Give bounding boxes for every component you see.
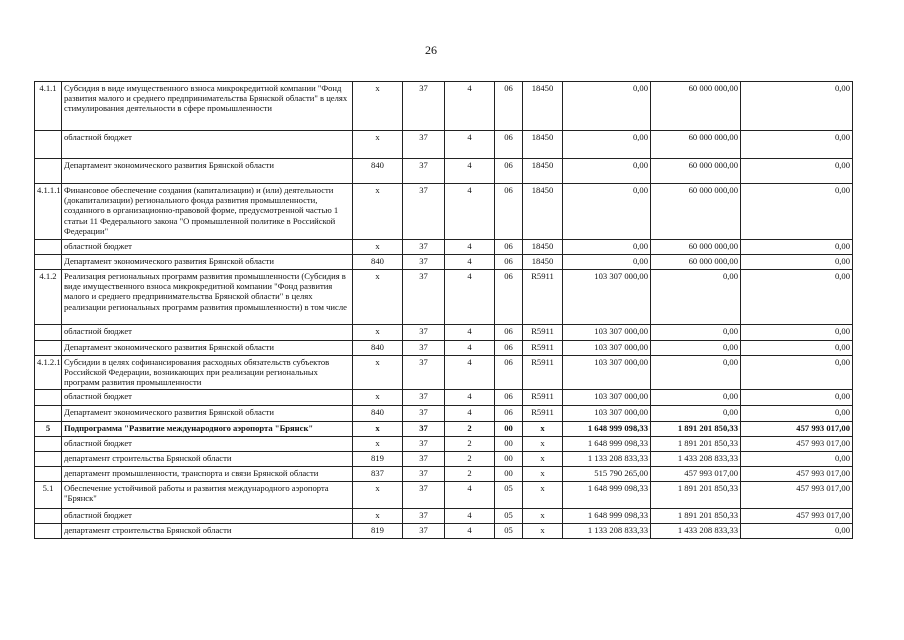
table-row — [35, 466, 853, 481]
row-number-cell: 4.1.1.1 — [35, 184, 62, 240]
code-cell-3: 4 — [445, 270, 495, 325]
code-cell-4: 00 — [495, 466, 523, 481]
table-row — [35, 255, 853, 270]
amount-cell-3: 0,00 — [741, 255, 853, 270]
budget-table — [34, 81, 853, 539]
code-cell-1: x — [353, 481, 403, 508]
code-cell-2: 37 — [403, 451, 445, 466]
code-cell-2: 37 — [403, 466, 445, 481]
amount-cell-3: 457 993 017,00 — [741, 481, 853, 508]
amount-cell-3: 0,00 — [741, 405, 853, 421]
code-cell-5: 18450 — [523, 255, 563, 270]
code-cell-2: 37 — [403, 131, 445, 159]
amount-cell-1: 1 133 208 833,33 — [563, 523, 651, 538]
code-cell-4: 06 — [495, 255, 523, 270]
code-cell-3: 4 — [445, 159, 495, 184]
code-cell-3: 4 — [445, 240, 495, 255]
table-row — [35, 481, 853, 508]
code-cell-1: x — [353, 82, 403, 131]
amount-cell-2: 0,00 — [651, 270, 741, 325]
code-cell-3: 4 — [445, 523, 495, 538]
code-cell-4: 06 — [495, 356, 523, 390]
table-row — [35, 131, 853, 159]
code-cell-3: 4 — [445, 255, 495, 270]
row-number-cell — [35, 389, 62, 405]
amount-cell-1: 103 307 000,00 — [563, 325, 651, 341]
amount-cell-1: 1 648 999 098,33 — [563, 508, 651, 523]
amount-cell-3: 457 993 017,00 — [741, 421, 853, 436]
amount-cell-2: 60 000 000,00 — [651, 159, 741, 184]
row-number-cell — [35, 523, 62, 538]
code-cell-1: x — [353, 508, 403, 523]
code-cell-2: 37 — [403, 523, 445, 538]
table-row — [35, 270, 853, 325]
row-number-cell — [35, 255, 62, 270]
description-cell: Финансовое обеспечение создания (капитализации) и (или) деятельности (докапитализации) регионального фонда развития промышленности, созданного в организационно-правовой форме, предусмотренной частью 1 статьи 11 Федерального закона "О промышленной политике в Российской Федерации" — [62, 184, 353, 240]
row-number-cell — [35, 159, 62, 184]
amount-cell-3: 0,00 — [741, 523, 853, 538]
amount-cell-1: 103 307 000,00 — [563, 389, 651, 405]
row-number-cell — [35, 436, 62, 451]
code-cell-4: 06 — [495, 159, 523, 184]
description-cell: областной бюджет — [62, 325, 353, 341]
amount-cell-2: 0,00 — [651, 405, 741, 421]
code-cell-5: x — [523, 421, 563, 436]
amount-cell-1: 515 790 265,00 — [563, 466, 651, 481]
code-cell-2: 37 — [403, 481, 445, 508]
amount-cell-3: 457 993 017,00 — [741, 436, 853, 451]
code-cell-5: R5911 — [523, 405, 563, 421]
code-cell-5: x — [523, 481, 563, 508]
code-cell-5: R5911 — [523, 389, 563, 405]
row-number-cell — [35, 508, 62, 523]
code-cell-3: 4 — [445, 481, 495, 508]
code-cell-1: 840 — [353, 159, 403, 184]
description-cell: областной бюджет — [62, 240, 353, 255]
code-cell-2: 37 — [403, 325, 445, 341]
code-cell-1: x — [353, 240, 403, 255]
code-cell-2: 37 — [403, 341, 445, 356]
amount-cell-1: 0,00 — [563, 82, 651, 131]
row-number-cell: 4.1.2 — [35, 270, 62, 325]
amount-cell-2: 1 891 201 850,33 — [651, 421, 741, 436]
code-cell-1: 819 — [353, 451, 403, 466]
code-cell-3: 2 — [445, 466, 495, 481]
code-cell-4: 00 — [495, 451, 523, 466]
code-cell-5: R5911 — [523, 270, 563, 325]
row-number-cell — [35, 325, 62, 341]
row-number-cell — [35, 341, 62, 356]
description-cell: областной бюджет — [62, 436, 353, 451]
code-cell-5: 18450 — [523, 131, 563, 159]
code-cell-1: x — [353, 270, 403, 325]
code-cell-1: x — [353, 184, 403, 240]
code-cell-5: 18450 — [523, 159, 563, 184]
table-row — [35, 436, 853, 451]
amount-cell-1: 103 307 000,00 — [563, 341, 651, 356]
table-row — [35, 451, 853, 466]
row-number-cell: 5.1 — [35, 481, 62, 508]
amount-cell-3: 0,00 — [741, 389, 853, 405]
amount-cell-3: 0,00 — [741, 82, 853, 131]
row-number-cell: 4.1.2.1 — [35, 356, 62, 390]
description-cell: департамент строительства Брянской области — [62, 451, 353, 466]
amount-cell-1: 103 307 000,00 — [563, 270, 651, 325]
table-row — [35, 184, 853, 240]
amount-cell-2: 60 000 000,00 — [651, 82, 741, 131]
code-cell-5: R5911 — [523, 341, 563, 356]
amount-cell-2: 1 891 201 850,33 — [651, 436, 741, 451]
amount-cell-2: 0,00 — [651, 356, 741, 390]
table-row — [35, 325, 853, 341]
code-cell-2: 37 — [403, 255, 445, 270]
row-number-cell — [35, 240, 62, 255]
amount-cell-2: 60 000 000,00 — [651, 184, 741, 240]
code-cell-5: x — [523, 508, 563, 523]
code-cell-4: 05 — [495, 481, 523, 508]
table-row — [35, 421, 853, 436]
amount-cell-3: 0,00 — [741, 270, 853, 325]
code-cell-2: 37 — [403, 159, 445, 184]
code-cell-3: 4 — [445, 508, 495, 523]
code-cell-3: 2 — [445, 451, 495, 466]
code-cell-4: 06 — [495, 270, 523, 325]
code-cell-1: x — [353, 325, 403, 341]
code-cell-5: 18450 — [523, 184, 563, 240]
description-cell: областной бюджет — [62, 389, 353, 405]
amount-cell-1: 1 133 208 833,33 — [563, 451, 651, 466]
description-cell: департамент строительства Брянской области — [62, 523, 353, 538]
code-cell-2: 37 — [403, 270, 445, 325]
code-cell-1: 840 — [353, 255, 403, 270]
table-row — [35, 389, 853, 405]
amount-cell-2: 0,00 — [651, 341, 741, 356]
amount-cell-2: 60 000 000,00 — [651, 240, 741, 255]
amount-cell-1: 1 648 999 098,33 — [563, 421, 651, 436]
amount-cell-3: 0,00 — [741, 240, 853, 255]
amount-cell-1: 103 307 000,00 — [563, 356, 651, 390]
amount-cell-2: 1 891 201 850,33 — [651, 508, 741, 523]
code-cell-4: 06 — [495, 131, 523, 159]
row-number-cell — [35, 451, 62, 466]
code-cell-1: x — [353, 421, 403, 436]
code-cell-1: x — [353, 356, 403, 390]
code-cell-3: 4 — [445, 389, 495, 405]
table-row — [35, 82, 853, 131]
table-row — [35, 405, 853, 421]
row-number-cell — [35, 466, 62, 481]
code-cell-3: 4 — [445, 405, 495, 421]
amount-cell-1: 0,00 — [563, 159, 651, 184]
code-cell-2: 37 — [403, 184, 445, 240]
code-cell-5: R5911 — [523, 325, 563, 341]
amount-cell-3: 457 993 017,00 — [741, 466, 853, 481]
description-cell: Департамент экономического развития Брянской области — [62, 405, 353, 421]
code-cell-3: 4 — [445, 341, 495, 356]
code-cell-5: 18450 — [523, 82, 563, 131]
amount-cell-3: 0,00 — [741, 451, 853, 466]
amount-cell-3: 0,00 — [741, 356, 853, 390]
code-cell-5: x — [523, 466, 563, 481]
amount-cell-3: 0,00 — [741, 159, 853, 184]
amount-cell-2: 0,00 — [651, 325, 741, 341]
amount-cell-2: 60 000 000,00 — [651, 255, 741, 270]
code-cell-5: x — [523, 436, 563, 451]
description-cell: Департамент экономического развития Брянской области — [62, 341, 353, 356]
row-number-cell: 4.1.1 — [35, 82, 62, 131]
code-cell-2: 37 — [403, 82, 445, 131]
code-cell-4: 06 — [495, 325, 523, 341]
code-cell-4: 06 — [495, 184, 523, 240]
description-cell: Подпрограмма "Развитие международного аэропорта "Брянск" — [62, 421, 353, 436]
amount-cell-3: 0,00 — [741, 325, 853, 341]
code-cell-2: 37 — [403, 508, 445, 523]
row-number-cell — [35, 405, 62, 421]
amount-cell-2: 1 433 208 833,33 — [651, 451, 741, 466]
code-cell-3: 4 — [445, 325, 495, 341]
amount-cell-1: 1 648 999 098,33 — [563, 481, 651, 508]
code-cell-3: 2 — [445, 436, 495, 451]
code-cell-3: 4 — [445, 184, 495, 240]
code-cell-5: 18450 — [523, 240, 563, 255]
table-row — [35, 159, 853, 184]
table-row — [35, 341, 853, 356]
code-cell-4: 06 — [495, 341, 523, 356]
code-cell-5: x — [523, 523, 563, 538]
description-cell: областной бюджет — [62, 131, 353, 159]
code-cell-2: 37 — [403, 389, 445, 405]
page-number: 26 — [425, 43, 437, 57]
code-cell-4: 06 — [495, 240, 523, 255]
table-row — [35, 523, 853, 538]
code-cell-4: 06 — [495, 405, 523, 421]
amount-cell-1: 0,00 — [563, 184, 651, 240]
code-cell-4: 06 — [495, 82, 523, 131]
code-cell-1: 819 — [353, 523, 403, 538]
code-cell-1: x — [353, 436, 403, 451]
code-cell-4: 06 — [495, 389, 523, 405]
amount-cell-3: 457 993 017,00 — [741, 508, 853, 523]
code-cell-2: 37 — [403, 421, 445, 436]
amount-cell-1: 1 648 999 098,33 — [563, 436, 651, 451]
code-cell-1: x — [353, 131, 403, 159]
code-cell-2: 37 — [403, 356, 445, 390]
code-cell-1: 840 — [353, 341, 403, 356]
amount-cell-3: 0,00 — [741, 341, 853, 356]
amount-cell-1: 0,00 — [563, 255, 651, 270]
description-cell: Субсидии в целях софинансирования расходных обязательств субъектов Российской Федерации, возникающих при реализации региональных программ развития промышленности — [62, 356, 353, 390]
code-cell-3: 4 — [445, 356, 495, 390]
table-row — [35, 508, 853, 523]
code-cell-4: 05 — [495, 523, 523, 538]
code-cell-3: 4 — [445, 131, 495, 159]
amount-cell-2: 1 433 208 833,33 — [651, 523, 741, 538]
code-cell-4: 05 — [495, 508, 523, 523]
description-cell: областной бюджет — [62, 508, 353, 523]
amount-cell-3: 0,00 — [741, 184, 853, 240]
description-cell: Субсидия в виде имущественного взноса микрокредитной компании "Фонд развития малого и среднего предпринимательства Брянской области" в целях стимулирования деятельности в сфере промышленности — [62, 82, 353, 131]
code-cell-2: 37 — [403, 240, 445, 255]
code-cell-1: 840 — [353, 405, 403, 421]
description-cell: Департамент экономического развития Брянской области — [62, 255, 353, 270]
code-cell-4: 00 — [495, 436, 523, 451]
table-row — [35, 356, 853, 390]
row-number-cell: 5 — [35, 421, 62, 436]
code-cell-3: 4 — [445, 82, 495, 131]
description-cell: Департамент экономического развития Брянской области — [62, 159, 353, 184]
amount-cell-2: 1 891 201 850,33 — [651, 481, 741, 508]
amount-cell-2: 0,00 — [651, 389, 741, 405]
amount-cell-1: 0,00 — [563, 240, 651, 255]
amount-cell-3: 0,00 — [741, 131, 853, 159]
description-cell: департамент промышленности, транспорта и связи Брянской области — [62, 466, 353, 481]
description-cell: Обеспечение устойчивой работы и развития международного аэропорта "Брянск" — [62, 481, 353, 508]
description-cell: Реализация региональных программ развития промышленности (Субсидия в виде имущественного взноса микрокредитной компании "Фонд развития малого и среднего предпринимательства Брянской области" в целях реализации региональных программ развития промышленности) в том числе — [62, 270, 353, 325]
code-cell-5: x — [523, 451, 563, 466]
amount-cell-2: 457 993 017,00 — [651, 466, 741, 481]
code-cell-4: 00 — [495, 421, 523, 436]
amount-cell-2: 60 000 000,00 — [651, 131, 741, 159]
code-cell-5: R5911 — [523, 356, 563, 390]
table-row — [35, 240, 853, 255]
code-cell-2: 37 — [403, 405, 445, 421]
amount-cell-1: 0,00 — [563, 131, 651, 159]
amount-cell-1: 103 307 000,00 — [563, 405, 651, 421]
code-cell-1: 837 — [353, 466, 403, 481]
code-cell-1: x — [353, 389, 403, 405]
code-cell-3: 2 — [445, 421, 495, 436]
code-cell-2: 37 — [403, 436, 445, 451]
table-body — [35, 82, 853, 539]
row-number-cell — [35, 131, 62, 159]
